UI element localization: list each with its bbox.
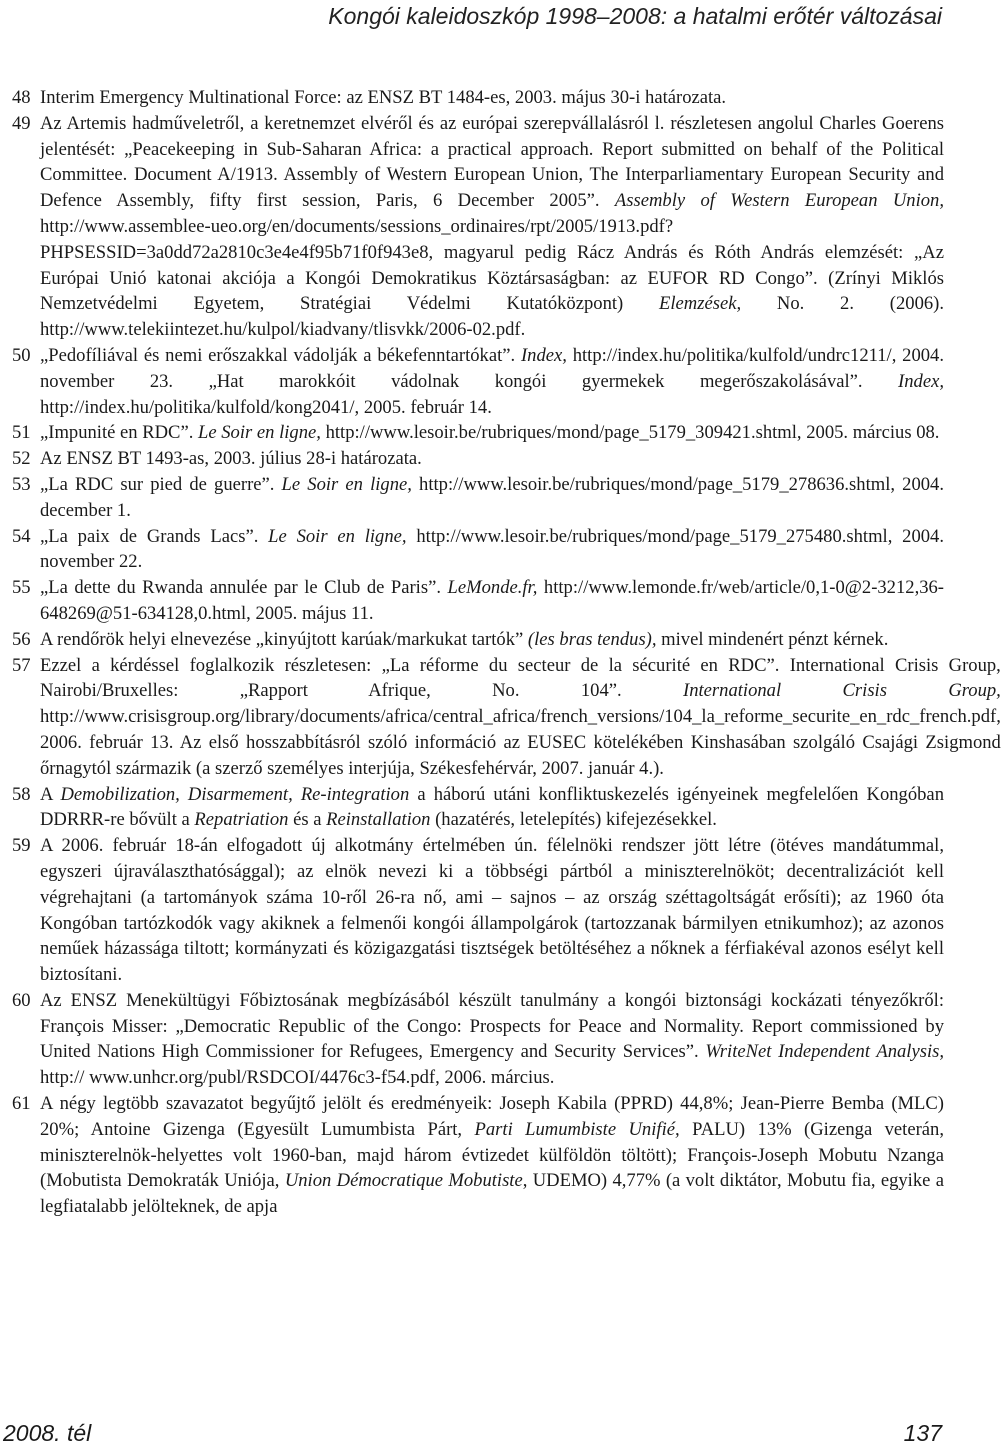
footnote (12, 988, 944, 1091)
footnote-number: 55 (12, 577, 31, 599)
footnote-text-segment: Az ENSZ BT 1493-as, 2003. július 28-i határozata. (40, 448, 422, 470)
footnote-text-segment: http://www.assemblee-ueo.org/en/documents/sessions_ordinaires/rpt/2005/1913.pdf?PHPSESSID=3a0dd72a2810c3e4e4f95b71f0f943e8, magyarul pedig Rácz András és Róth András elemzését: „Az Európai Unió katonai akciója a Kongói Demokratikus Köztársaságban: az EUFOR RD Congo”. (Zrínyi Miklós Nemzetvédelmi Egyetem, Stratégiai Védelmi Kutatóközpont) (40, 215, 944, 315)
footnote-number: 60 (12, 989, 31, 1011)
footnote-text-segment: PALU) 13% (Gizenga veterán, miniszterelnök-helyettes volt 1960-ban, majd három évtizedet külföldön töltött); François-Joseph Mobutu Nzanga (Mobutista Demokraták Uniója, (40, 1118, 944, 1192)
footnote-text (40, 653, 1001, 782)
footnote-italic-text: Assembly of Western European Union, (614, 190, 945, 212)
footnote-italic-text: LeMonde.fr, (447, 577, 538, 599)
footnote-text-segment: http://www.lesoir.be/rubriques/mond/page_5179_275480.shtml, 2004. november 22. (40, 525, 945, 573)
footnote-italic-text: International Crisis Group, (683, 680, 1001, 702)
footnote-italic-text: Repatriation (194, 809, 289, 831)
footnote-text-segment: mivel mindenért pénzt kérnek. (656, 628, 889, 650)
footnote-text-segment: a háború utáni konfliktuskezelés igényeinek megfelelően Kongóban DDRRR-re bővült a (40, 783, 944, 831)
footnote (12, 343, 944, 420)
footnote-italic-text: Union Démocratique Mobutiste (284, 1170, 523, 1192)
footnote-italic-text: Le Soir en ligne, (198, 422, 321, 444)
footnote-number: 58 (12, 783, 31, 805)
footnote-text (40, 833, 944, 988)
footnote-number: 56 (12, 628, 31, 650)
issue-label: 2008. tél (3, 1420, 92, 1446)
footnote-italic-text: Index, (520, 344, 567, 366)
footnote-number: 52 (12, 448, 31, 470)
footnote-text (40, 85, 944, 111)
footnote (12, 575, 944, 627)
footnote-text (40, 988, 944, 1091)
footnote-text (40, 472, 944, 524)
footnote-text-segment: „Pedofíliával és nemi erőszakkal vádolják a békefenntartókat”. (40, 344, 521, 366)
footnote-text-segment: Ezzel a kérdéssel foglalkozik részletesen: „La réforme du secteur de la sécurité en RDC”. International Crisis Group, Nairobi/Bruxelles: „Rapport Afrique, No. 104”. (40, 654, 1001, 702)
footnote-text (40, 1091, 944, 1220)
footnote-number: 54 (12, 525, 31, 547)
footnote-italic-text: Le Soir en ligne, (281, 473, 412, 495)
footnote (12, 446, 944, 472)
footnote-italic-text: Demobilization, Disarmement, Re-integration (60, 783, 410, 805)
footnote-text-segment: http://www.crisisgroup.org/library/documents/africa/central_africa/french_versions/104_la_reforme_securite_en_rdc_french.pdf, 2006. február 13. Az első hosszabbításról szóló információ az EUSEC kötelékében Kinshasában szolgáló Csajági Zsigmond őrnagytól származik (a szerző személyes interjúja, Székesfehérvár, 2007. január 4.). (40, 706, 1001, 779)
footnote-text (40, 575, 944, 627)
footnote-text-segment: A 2006. február 18-án elfogadott új alkotmány értelmében ún. félelnöki rendszer jött létre (ötéves mandátummal, egyszeri újraválaszthatósággal); az elnök nevezi ki a többségi pártból a miniszterelnököt; decentralizációt kell végrehajtani (a tartományok száma 10-ről 26-ra nő, ami – sajnos – az ország széttagoltságát erősíti); az 1960 óta Kongóban tartózkodók vagy akiknek a felmenői kongói állampolgárok (tartozzanak bármilyen etnikumhoz); az azonos neműek házassága tiltott; kormányzati és közigazgatási tisztségek betöltéséhez a nőknek a férfiakéval azonos esélyt kell biztosítani. (40, 835, 944, 986)
footnote-number: 51 (12, 422, 31, 444)
footnote-italic-text: WriteNet Independent Analysis, (705, 1041, 945, 1063)
footnote-text-segment: http:// www.unhcr.org/publ/RSDCOI/4476c3-f54.pdf, 2006. március. (40, 1067, 555, 1089)
footnote-number: 59 (12, 835, 31, 857)
footnote-text-segment: http://www.lemonde.fr/web/article/0,1-0@2-3212,36-648269@51-634128,0.html, 2005. május 11. (40, 577, 945, 624)
footnote-text-segment: A rendőrök helyi elnevezése „kinyújtott karúak/markukat tartók” (40, 628, 528, 650)
footnote-italic-text: Index, (898, 370, 944, 392)
footnote-text-segment: http://index.hu/politika/kulfold/kong2041/, 2005. február 14. (40, 396, 492, 418)
footnote (12, 85, 944, 111)
footnote-text-segment: http://www.lesoir.be/rubriques/mond/page_5179_309421.shtml, 2005. március 08. (320, 422, 940, 444)
footnote-text-segment: No. 2. (2006). http://www.telekiintezet.hu/kulpol/kiadvany/tlisvkk/2006-02.pdf. (40, 293, 945, 341)
footnote-italic-text: Parti Lumumbiste Unifié, (474, 1118, 680, 1140)
footnote-number: 49 (12, 112, 31, 134)
footnote (12, 111, 944, 343)
footnote-number: 57 (12, 654, 31, 676)
footnote-text-segment: A (40, 783, 61, 805)
footnote-number: 53 (12, 473, 31, 495)
footnotes-list (12, 85, 1001, 1220)
footnote-text (40, 111, 944, 343)
footnote-text-segment: (hazatérés, letelepítés) kifejezésekkel. (430, 809, 717, 831)
footnote (12, 524, 944, 576)
footnote-number: 50 (12, 344, 31, 366)
footnote-text (40, 782, 944, 834)
footnote-text (40, 343, 944, 420)
footnote-text (40, 524, 944, 576)
footnote (12, 782, 944, 834)
footnote-text-segment: „La paix de Grands Lacs”. (40, 525, 269, 547)
footnote-text-segment: http://www.lesoir.be/rubriques/mond/page_5179_278636.shtml, 2004. december 1. (40, 473, 944, 521)
footnote-italic-text: Elemzések, (659, 293, 742, 315)
footnote-text (40, 420, 944, 446)
footnote (12, 833, 944, 988)
footnote (12, 1091, 944, 1220)
footnote-italic-text: (les bras tendus), (527, 628, 657, 650)
footnote-text-segment: A négy legtöbb szavazatot begyűjtő jelölt és eredményeik: Joseph Kabila (PPRD) 44,8%; Jean-Pierre Bemba (MLC) 20%; Antoine Gizenga (Egyesült Lumumbista Párt, (40, 1093, 944, 1140)
footnote-text-segment: http://index.hu/politika/kulfold/undrc1211/, 2004. november 23. „Hat marokkóit vádolnak kongói gyermekek megerőszakolásával”. (40, 344, 944, 392)
footnote-text-segment: , UDEMO) 4,77% (a volt diktátor, Mobutu fia, egyike a legfiatalabb jelölteknek, de apja (40, 1170, 944, 1218)
footnote-text-segment: és a (288, 809, 327, 831)
footnote-text-segment: Az Artemis hadműveletről, a keretnemzet elvéről és az európai szerepvállalásról l. részletesen angolul Charles Goerens jelentését: „Peacekeeping in Sub-Saharan Africa: a practical approach. Report submitted on behalf of the Political Committee. Document A/1913. Assembly of Western European Union, The Interparliamentary European Security and Defence Assembly, fifty first session, Paris, 6 December 2005”. (40, 112, 944, 212)
footnote-text-segment: „Impunité en RDC”. (40, 422, 199, 444)
footnote-italic-text: Reinstallation (326, 809, 431, 831)
footnote-text (40, 446, 944, 472)
footnote-text-segment: „La RDC sur pied de guerre”. (40, 473, 282, 495)
footnote-text-segment: Interim Emergency Multinational Force: az ENSZ BT 1484-es, 2003. május 30-i határozata. (40, 87, 727, 108)
footnote (12, 627, 944, 653)
footnote-text-segment: Az ENSZ Menekültügyi Főbiztosának megbízásából készült tanulmány a kongói biztonsági kockázati tényezőkről: François Misser: „Democratic Republic of the Congo: Prospects for Peace and Normality. Report commissioned by United Nations High Commissioner for Refugees, Emergency and Security Services”. (40, 989, 944, 1063)
footnote (12, 420, 944, 446)
running-header: Kongói kaleidoszkóp 1998–2008: a hatalmi erőtér változásai (328, 3, 942, 29)
footnote (12, 472, 944, 524)
footnote-text-segment: „La dette du Rwanda annulée par le Club de Paris”. (40, 577, 448, 599)
footnote-number: 61 (12, 1093, 31, 1115)
footnote (12, 653, 1001, 782)
footnote-text (40, 627, 944, 653)
page-number: 137 (903, 1420, 942, 1446)
footnote-italic-text: Le Soir en ligne, (268, 525, 407, 547)
footnote-number: 48 (12, 87, 31, 108)
